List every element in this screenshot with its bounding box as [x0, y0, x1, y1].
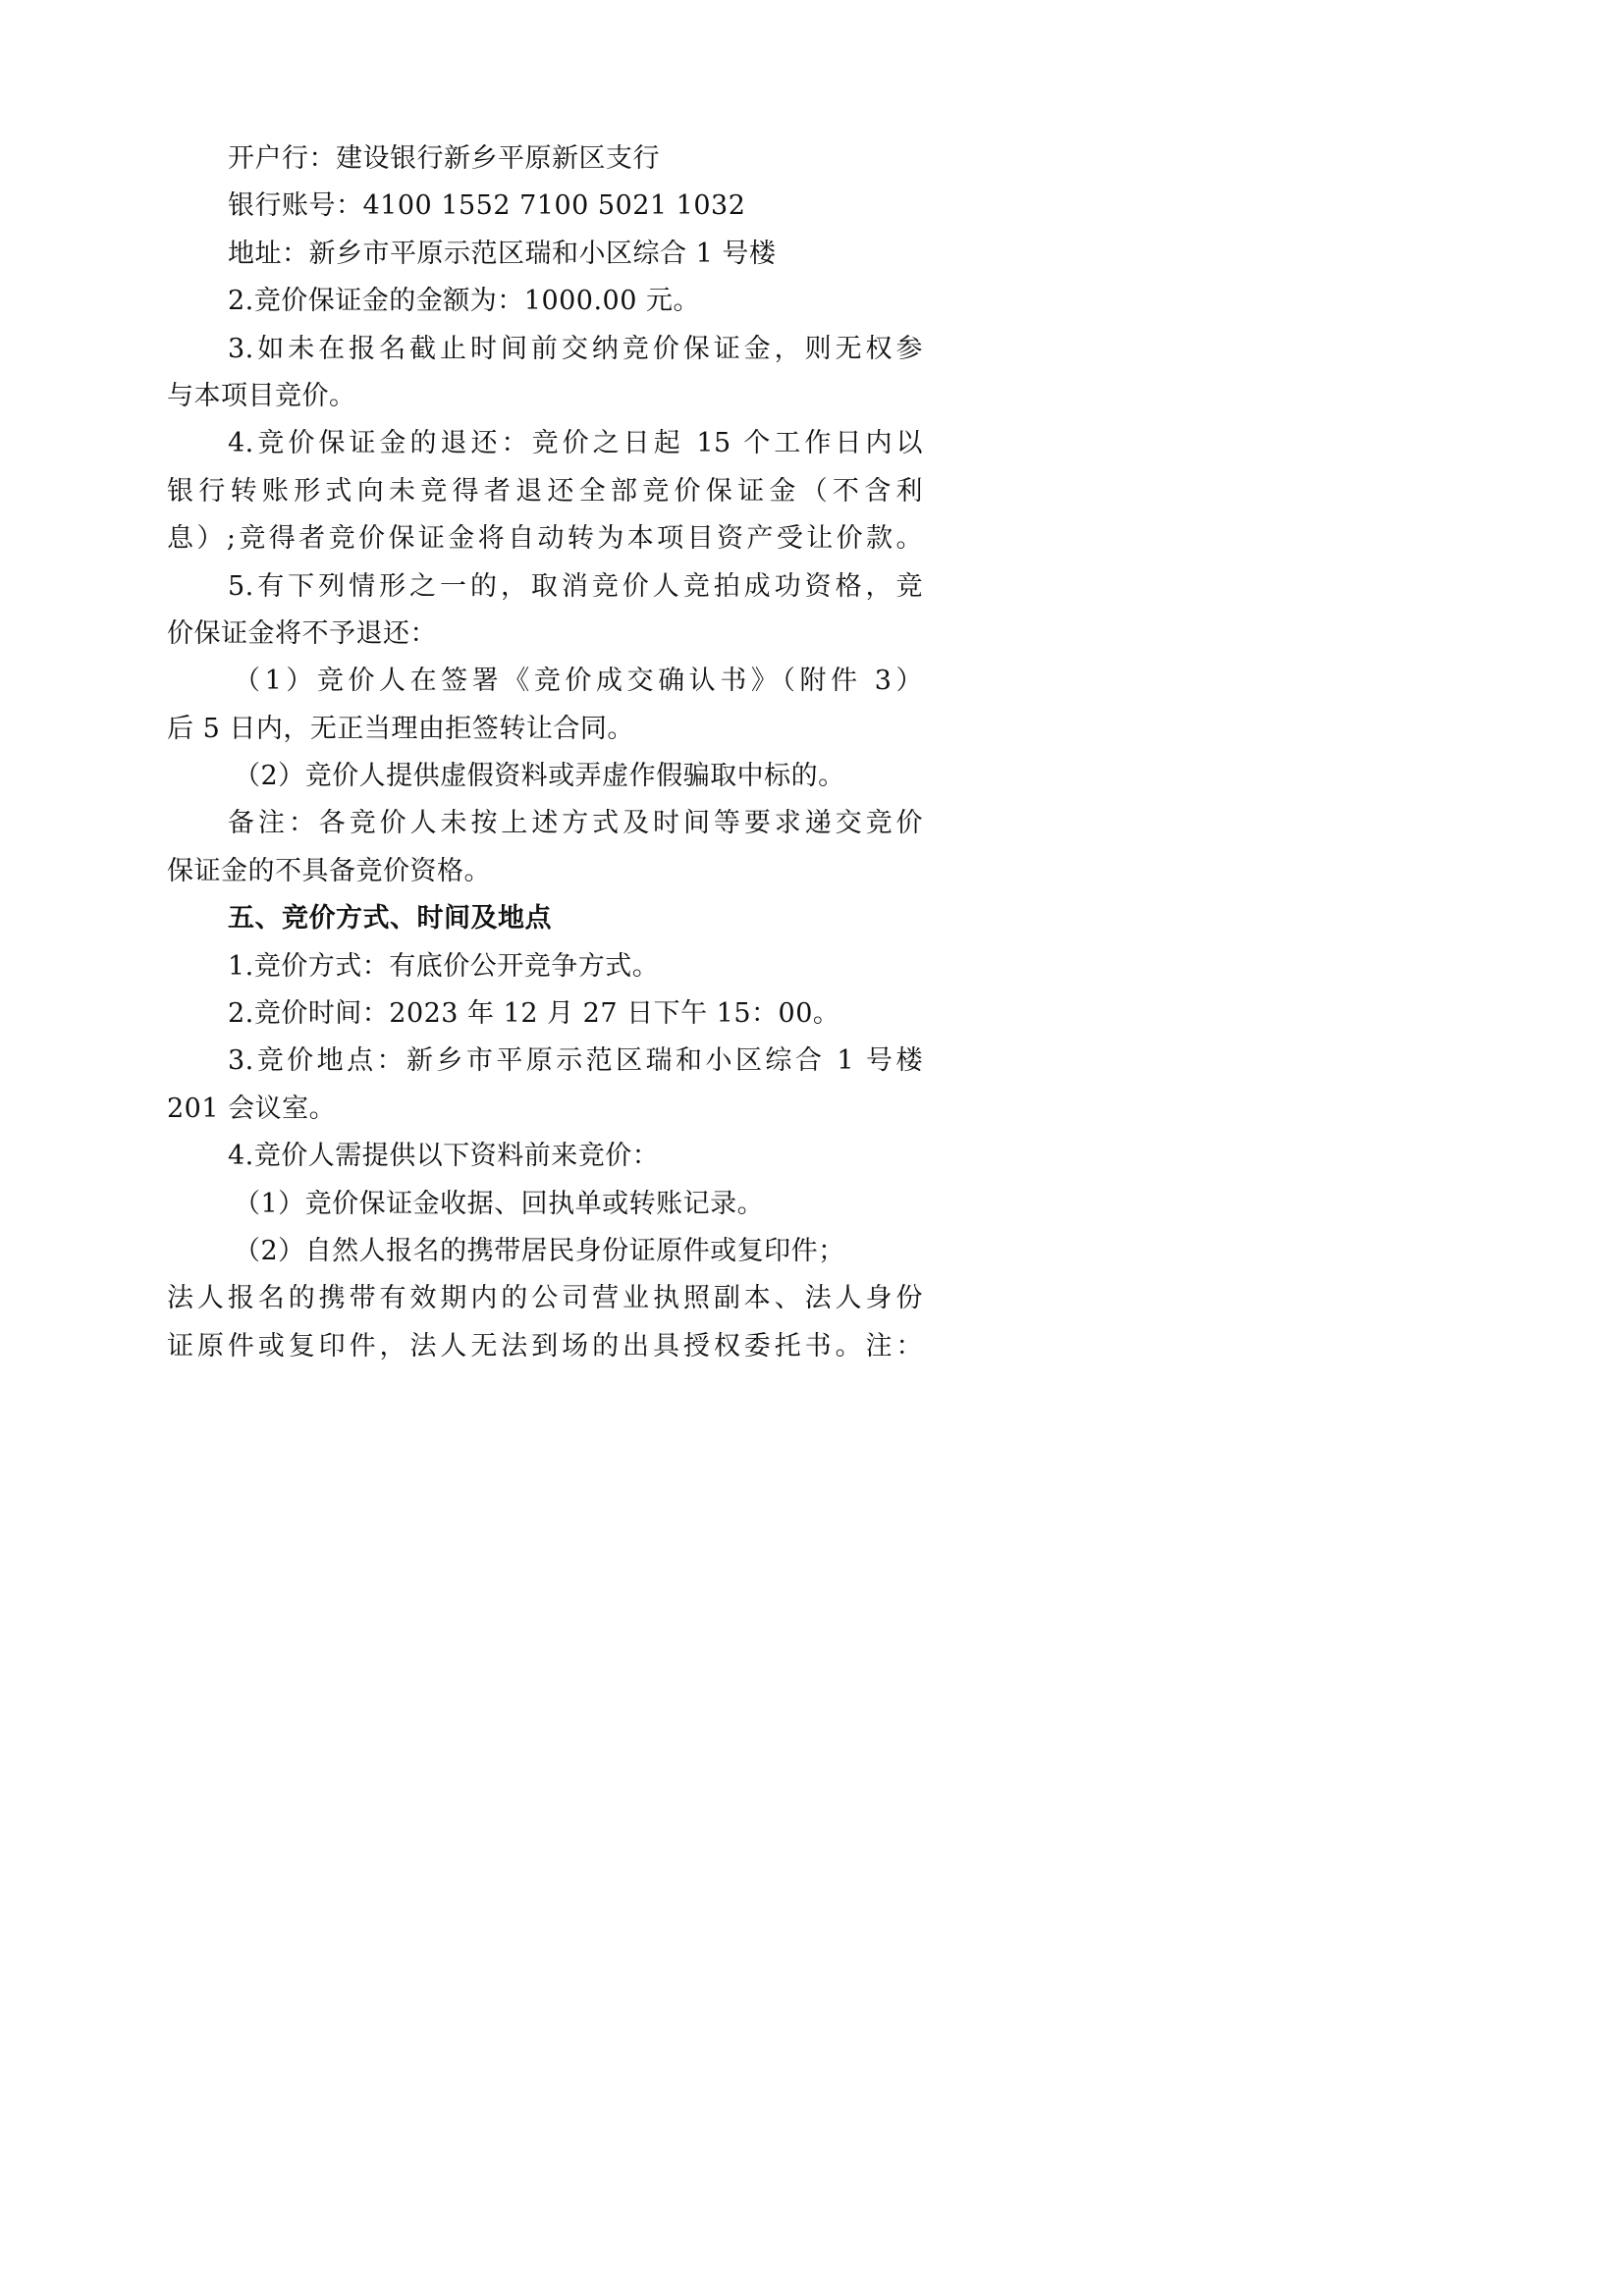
deposit-refund-item: 4.竞价保证金的退还：竞价之日起 15 个工作日内以	[228, 428, 923, 459]
bidding-location-item-cont: 201 会议室。	[167, 1093, 337, 1124]
deposit-refund-item-cont: 银行转账形式向未竞得者退还全部竞价保证金（不含利	[167, 475, 923, 507]
deposit-deadline-item: 3.如未在报名截止时间前交纳竞价保证金，则无权参	[228, 333, 923, 364]
deposit-refund-item-cont: 息）;竞得者竞价保证金将自动转为本项目资产受让价款。	[167, 523, 923, 555]
document-body	[167, 135, 923, 1370]
address-line: 地址：新乡市平原示范区瑞和小区综合 1 号楼	[228, 238, 777, 269]
remark-line-cont: 保证金的不具备竞价资格。	[167, 855, 491, 886]
disqualification-item-cont: 价保证金将不予退还：	[167, 617, 437, 649]
deposit-amount-item: 2.竞价保证金的金额为：1000.00 元。	[228, 286, 700, 317]
required-materials-sub-2: （2）自然人报名的携带居民身份证原件或复印件；	[234, 1235, 845, 1266]
bidding-location-item: 3.竞价地点：新乡市平原示范区瑞和小区综合 1 号楼	[228, 1045, 923, 1077]
disqualification-sub-2: （2）竞价人提供虚假资料或弄虚作假骗取中标的。	[234, 761, 845, 792]
bidding-method-item: 1.竞价方式：有底价公开竞争方式。	[228, 950, 660, 982]
bank-account-line: 银行账号：4100 1552 7100 5021 1032	[228, 190, 746, 222]
bank-name-line: 开户行：建设银行新乡平原新区支行	[228, 143, 660, 174]
required-materials-item: 4.竞价人需提供以下资料前来竞价：	[228, 1141, 660, 1172]
disqualification-item: 5.有下列情形之一的，取消竞价人竞拍成功资格，竞	[228, 570, 923, 602]
disqualification-sub-1-cont: 后 5 日内，无正当理由拒签转让合同。	[167, 713, 634, 744]
required-materials-sub-2-cont: 法人报名的携带有效期内的公司营业执照副本、法人身份	[167, 1283, 923, 1314]
required-materials-sub-1: （1）竞价保证金收据、回执单或转账记录。	[234, 1188, 765, 1219]
deposit-deadline-item-cont: 与本项目竞价。	[167, 380, 356, 411]
bidding-time-item: 2.竞价时间：2023 年 12 月 27 日下午 15：00。	[228, 998, 840, 1030]
required-materials-sub-2-cont: 证原件或复印件，法人无法到场的出具授权委托书。注：	[167, 1330, 923, 1362]
disqualification-sub-1: （1）竞价人在签署《竞价成交确认书》（附件 3）	[234, 666, 923, 697]
section-heading: 五、竞价方式、时间及地点	[228, 903, 552, 934]
remark-line: 备注：各竞价人未按上述方式及时间等要求递交竞价	[228, 808, 923, 839]
